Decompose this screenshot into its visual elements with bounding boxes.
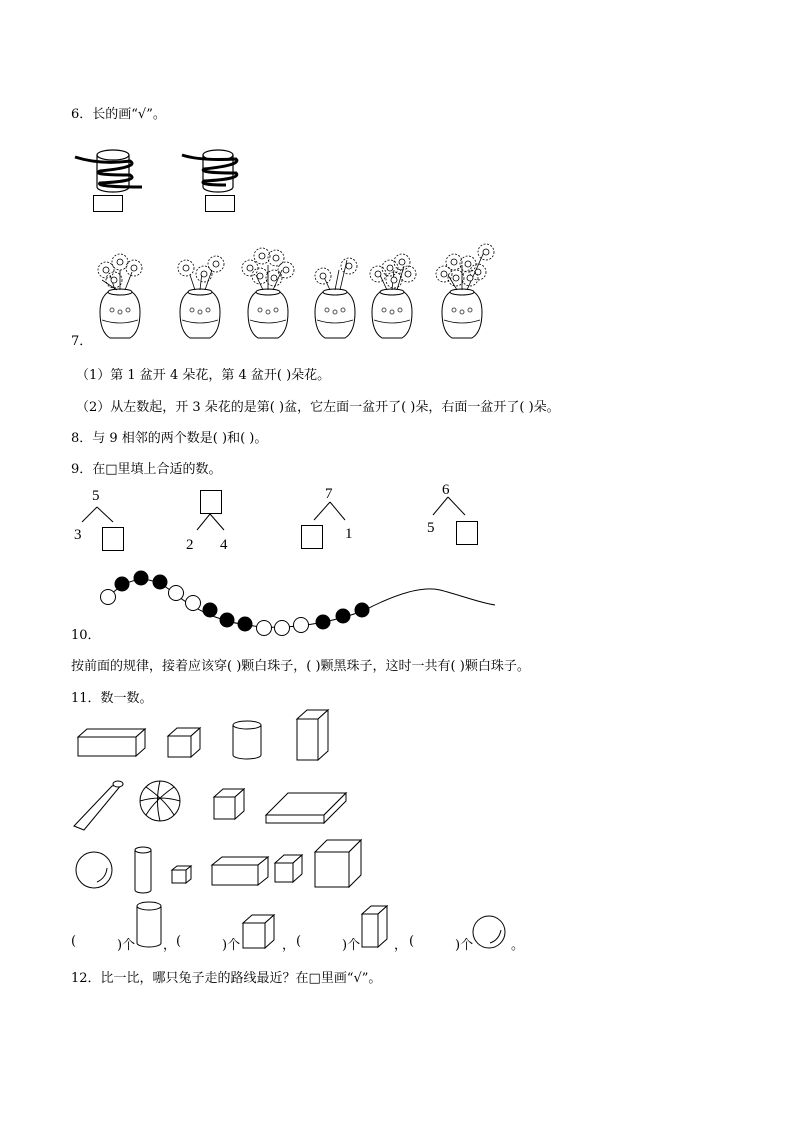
q6-text: 长的画“√”。 [92,107,166,122]
q9-tree4-top: 6 [442,482,450,498]
q9-tree4-left: 5 [427,520,435,536]
q7-number: 7． [71,334,93,349]
q11-text: 11．数一数。 [71,691,153,706]
q11-answer-4-close: )个 [455,938,474,953]
q11-answer-3-close: )个 [342,938,361,953]
q11-sep-2: ， [282,938,296,953]
q9-tree2-left: 2 [186,537,194,553]
q11-answer-1-close: )个 [117,938,136,953]
q9-tree3-right: 1 [345,526,353,542]
q11-end: 。 [511,938,525,953]
q10-number: 10． [71,628,101,643]
q11-sep-3: ， [394,938,408,953]
q9-text: 9．在□里填上合适的数。 [71,462,222,477]
q9-tree1-top: 5 [92,488,100,504]
q7-part2: （2）从左数起，开 3 朵花的是第( )盆，它左面一盆开了( )朵，右面一盆开了( )朵。 [76,400,560,415]
q9-tree1-left: 3 [74,527,82,543]
q10-text: 按前面的规律，接着应该穿( )颗白珠子，( )颗黑珠子，这时一共有( )颗白珠子。 [71,659,530,674]
q9-tree2-right: 4 [220,537,228,553]
q11-answer-2-close: )个 [222,938,241,953]
q11-answer-3-open: ( [296,934,302,949]
q6-number: 6． [71,107,93,122]
q11-sep-1: ， [163,938,177,953]
q11-answer-1-open: ( [71,934,77,949]
q11-answer-2-open: ( [176,934,182,949]
q9-tree3-top: 7 [325,486,333,502]
q7-part1: （1）第 1 盆开 4 朵花，第 4 盆开( )朵花。 [76,368,331,383]
q8-text: 8．与 9 相邻的两个数是( )和( )。 [71,431,268,446]
q11-answer-4-open: ( [409,934,415,949]
q12-text: 12．比一比，哪只兔子走的路线最近？在□里画“√”。 [71,971,382,986]
